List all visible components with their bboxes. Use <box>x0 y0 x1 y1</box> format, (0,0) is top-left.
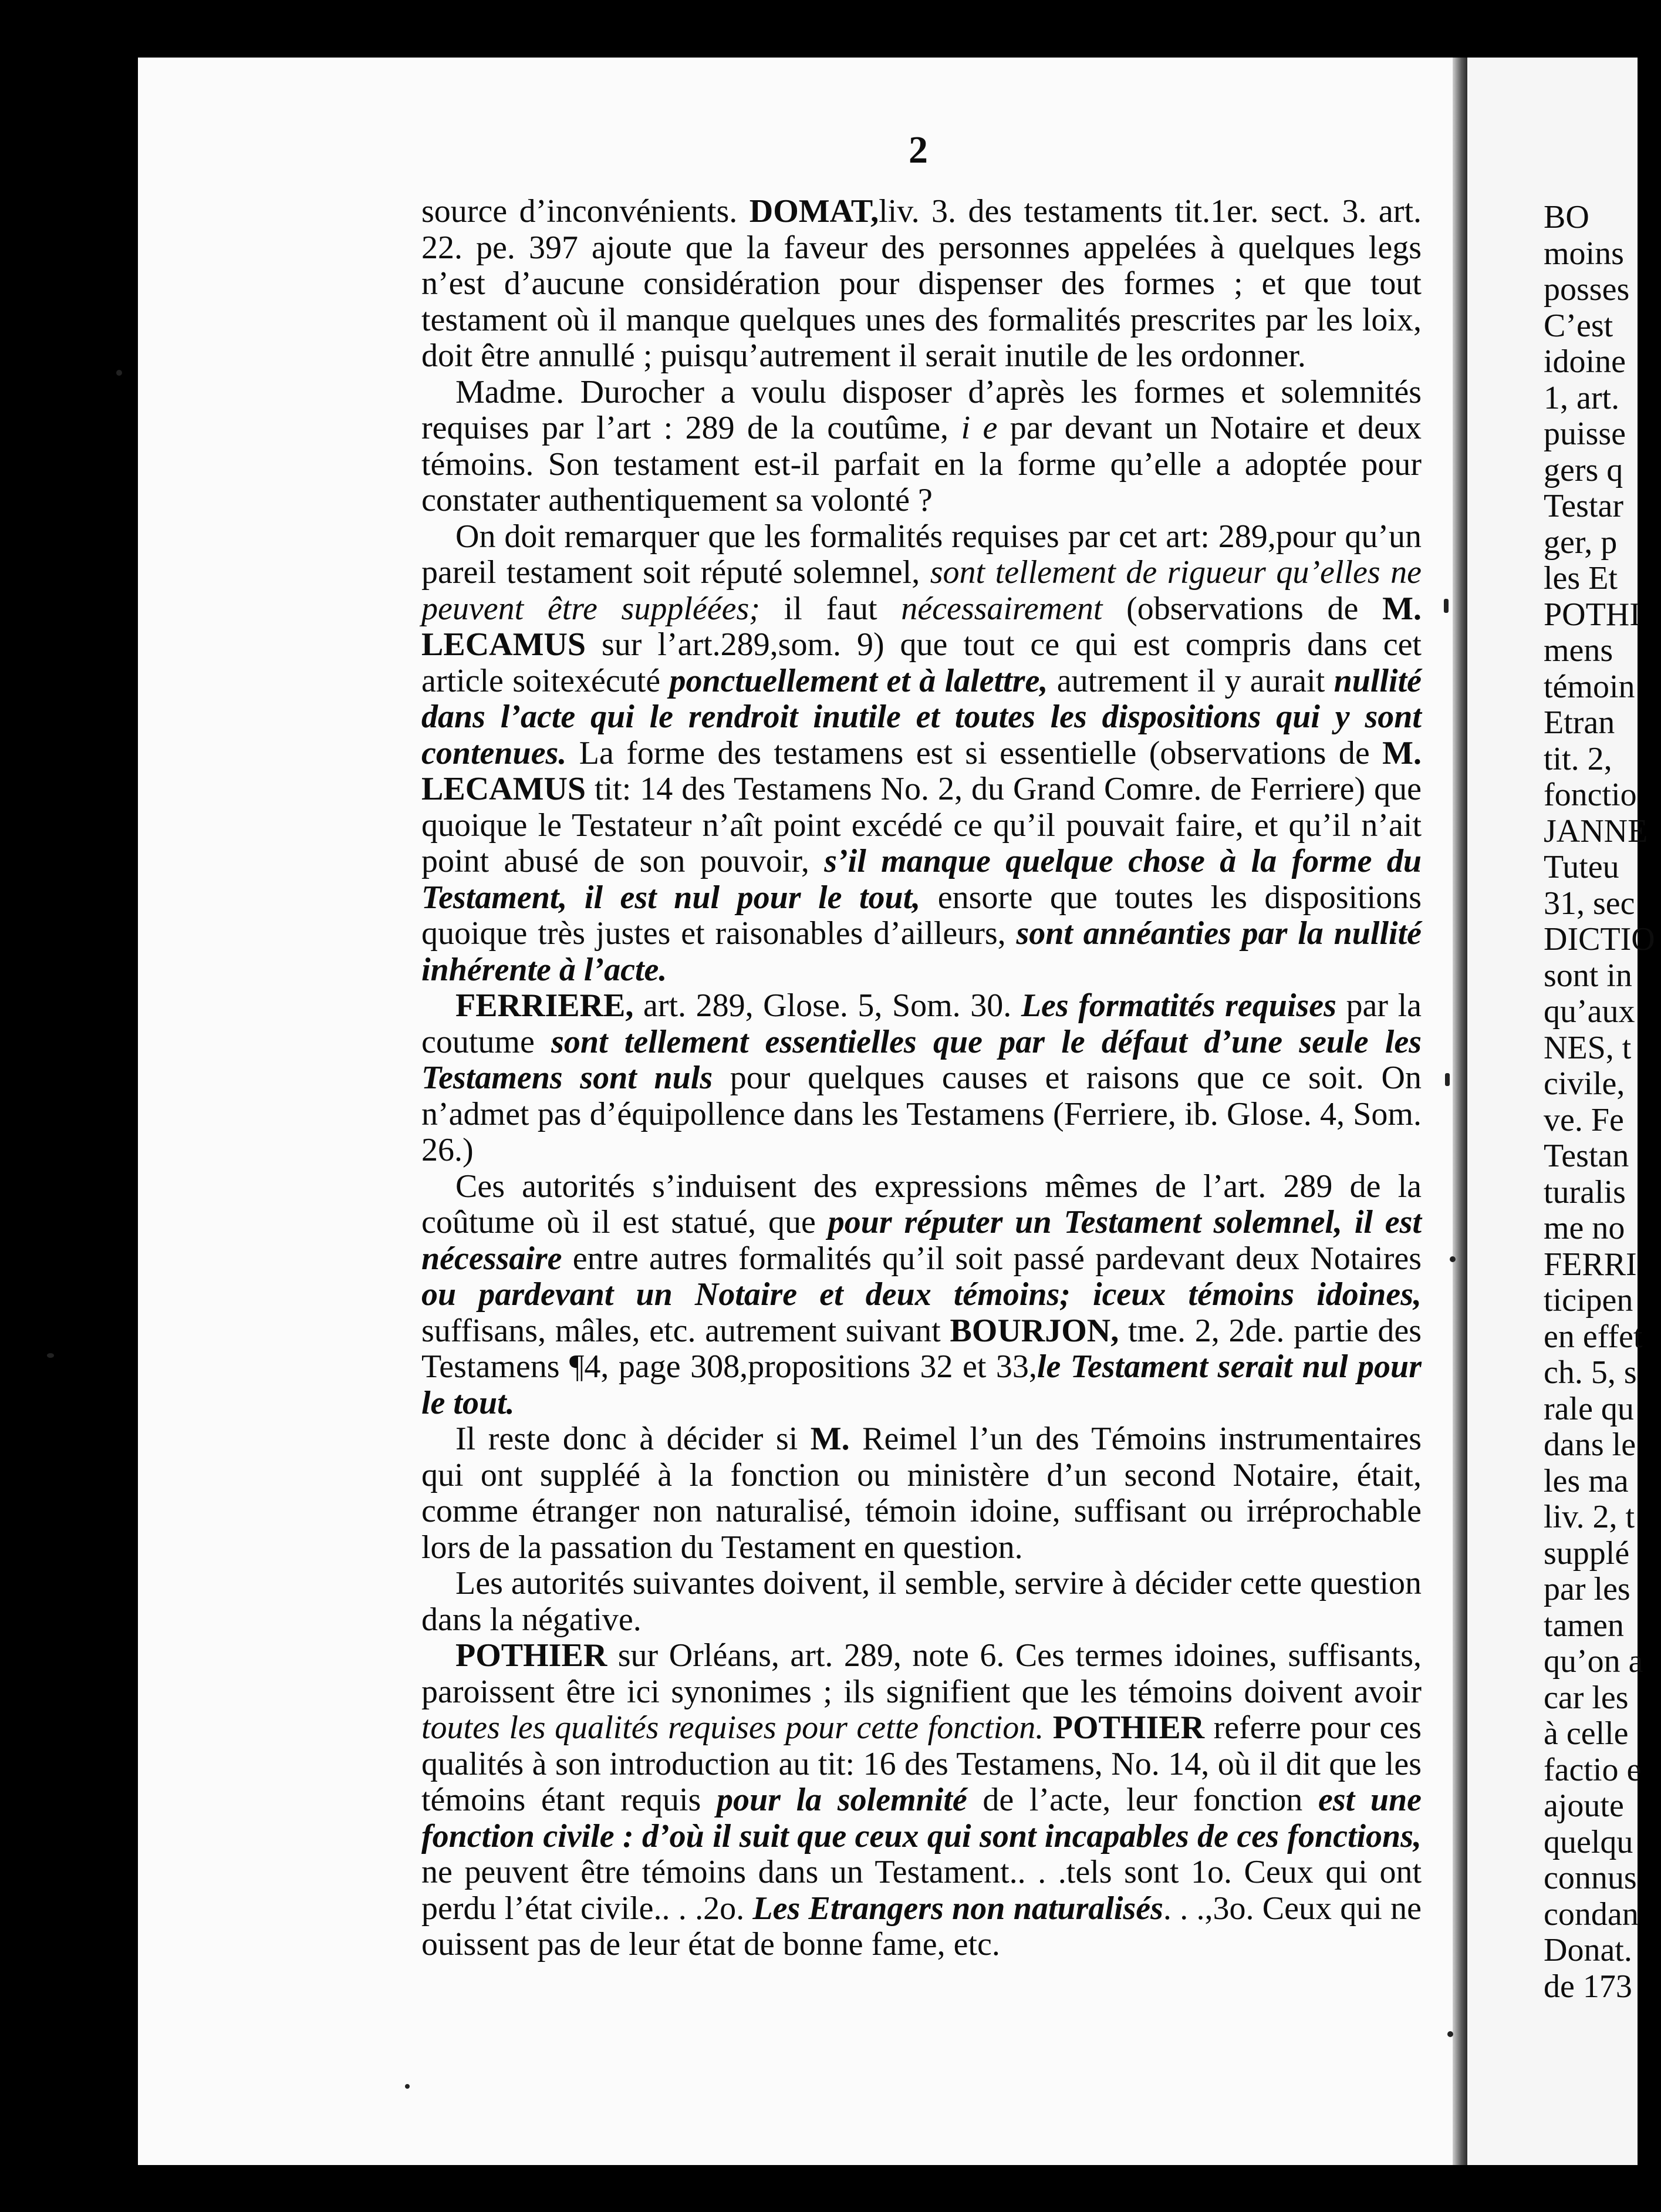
paragraph: Madme. Durocher a voulu disposer d’après les formes et solemnités requises par l’art : 289 de la coutûme, i e par devant un Notaire et deux témoins. Son testament est-il parfait en la forme qu’elle a adoptée pour constater authentiquement sa volonté ? <box>421 373 1422 518</box>
right-page-line: supplé <box>1544 1535 1630 1572</box>
right-page-line: posses <box>1544 271 1630 308</box>
right-page-line: car les <box>1544 1679 1629 1716</box>
right-page-line: POTHI <box>1544 596 1640 633</box>
scan-speck <box>1447 2031 1453 2037</box>
right-page-line: les ma <box>1544 1462 1629 1499</box>
right-page-line: quelqu <box>1544 1823 1633 1860</box>
right-page-line: factio e <box>1544 1751 1642 1788</box>
right-page-line: connus <box>1544 1860 1637 1896</box>
right-page-line: les Et <box>1544 560 1618 596</box>
right-page-line: tit. 2, <box>1544 740 1612 777</box>
paragraph: source d’inconvénients. DOMAT,liv. 3. des testaments tit.1er. sect. 3. art. 22. pe. 397 ajoute que la faveur des personnes appelées à quelques legs n’est d’aucune considération pour dispenser des formes ; et que tout testament où il manque quelques unes des formalités prescrites par les loix, doit être annullé ; puisqu’autrement il serait inutile de les ordonner. <box>421 193 1422 374</box>
right-page-line: puisse <box>1544 416 1626 452</box>
right-page-line: Testan <box>1544 1138 1629 1174</box>
right-page-line: tamen <box>1544 1607 1624 1644</box>
scan-speck <box>1444 599 1449 613</box>
scan-speck <box>1445 1073 1450 1086</box>
right-page-line: idoine <box>1544 343 1626 380</box>
right-page-line: ticipen <box>1544 1282 1633 1319</box>
scan-speck <box>47 1353 54 1358</box>
right-page-line: BO <box>1544 199 1589 235</box>
scan-speck <box>405 2084 410 2089</box>
scan-speck <box>116 370 122 376</box>
right-page-line: turalis <box>1544 1174 1626 1210</box>
page-number: 2 <box>909 129 928 171</box>
right-page-line: ajoute <box>1544 1788 1624 1824</box>
scan-speck <box>1450 1256 1456 1262</box>
right-page-line: témoin <box>1544 668 1635 705</box>
right-page-line: mens <box>1544 632 1613 669</box>
right-page-line: en effet <box>1544 1318 1643 1355</box>
paragraph: Les autorités suivantes doivent, il semble, servire à décider cette question dans la négative. <box>421 1565 1422 1638</box>
right-page-line: civile, <box>1544 1065 1625 1102</box>
paragraph: On doit remarquer que les formalités requises par cet art: 289,pour qu’un pareil testament soit réputé solemnel, sont tellement de rigueur qu’elles ne peuvent être suppléées; il faut nécessairement (observations de M. LECAMUS sur l’art.289,som. 9) que tout ce qui est compris dans cet article soitexécuté ponctuellement et à lalettre, autrement il y aurait nullité dans l’acte qui le rendroit inutile et toutes les dispositions qui y sont contenues. La forme des testamens est si essentielle (observations de M. LECAMUS tit: 14 des Testamens No. 2, du Grand Comre. de Ferriere) que quoique le Testateur n’aît point excédé ce qu’il pouvait faire, et qu’il n’ait point abusé de son pouvoir, s’il manque quelque chose à la forme du Testament, il est nul pour le tout, ensorte que toutes les dispositions quoique très justes et raisonables d’ailleurs, sont annéanties par la nullité inhérente à l’acte. <box>421 518 1422 988</box>
right-page-line: liv. 2, t <box>1544 1499 1635 1535</box>
right-page-line: ve. Fe <box>1544 1101 1624 1138</box>
paragraph: Il reste donc à décider si M. Reimel l’un des Témoins instrumentaires qui ont suppléé à la fonction ou ministère d’un second Notaire, était, comme étranger non naturalisé, témoin idoine, suffisant ou irréprochable lors de la passation du Testament en question. <box>421 1421 1422 1566</box>
right-page-line: fonctio <box>1544 777 1637 813</box>
body-text <box>421 194 1422 1963</box>
right-page-line: 1, art. <box>1544 379 1620 416</box>
right-page-line: moins <box>1544 235 1624 272</box>
right-page-line: Tuteu <box>1544 849 1619 885</box>
right-page-line: rale qu <box>1544 1390 1634 1427</box>
right-page-line: me no <box>1544 1210 1625 1246</box>
right-page-line: ch. 5, s <box>1544 1354 1637 1391</box>
right-page-line: C’est <box>1544 307 1613 344</box>
right-page-line: dans le <box>1544 1427 1636 1463</box>
right-page-fragments <box>1544 200 1661 2005</box>
right-page-line: Donat. <box>1544 1932 1632 1968</box>
right-page-line: de 173 <box>1544 1968 1632 2005</box>
right-page-line: sont in <box>1544 957 1632 994</box>
paragraph: POTHIER sur Orléans, art. 289, note 6. Ces termes idoines, suffisants, paroissent être ici synonimes ; ils signifient que les témoins doivent avoir toutes les qualités requises pour cette fonction. POTHIER referre pour ces qualités à son introduction au tit: 16 des Testamens, No. 14, où il dit que les témoins étant requis pour la solemnité de l’acte, leur fonction est une fonction civile : d’où il suit que ceux qui sont incapables de ces fonctions, ne peuvent être témoins dans un Testament.. . .tels sont 1o. Ceux qui ont perdu l’état civile.. . .2o. Les Etrangers non naturalisés. . .,3o. Ceux qui ne ouissent pas de leur état de bonne fame, etc. <box>421 1637 1422 1963</box>
page-gutter <box>1453 58 1467 2165</box>
right-page-line: 31, sec <box>1544 885 1635 922</box>
right-page-line: condan <box>1544 1896 1639 1933</box>
right-page-line: qu’aux <box>1544 993 1635 1030</box>
right-page-line: JANNE <box>1544 812 1648 849</box>
right-page-line: FERRI <box>1544 1246 1637 1283</box>
paragraph: Ces autorités s’induisent des expressions mêmes de l’art. 289 de la coûtume où il est statué, que pour réputer un Testament solemnel, il est nécessaire entre autres formalités qu’il soit passé pardevant deux Notaires ou pardevant un Notaire et deux témoins; iceux témoins idoines, suffisans, mâles, etc. autrement suivant BOURJON, tme. 2, 2de. partie des Testamens ¶4, page 308,propositions 32 et 33,le Testament serait nul pour le tout. <box>421 1168 1422 1421</box>
right-page-line: DICTIO <box>1544 921 1655 957</box>
right-page-line: qu’on a <box>1544 1643 1643 1680</box>
paragraph: FERRIERE, art. 289, Glose. 5, Som. 30. Les formatités requises par la coutume sont tellement essentielles que par le défaut d’une seule les Testamens sont nuls pour quelques causes et raisons que ce soit. On n’admet pas d’équipollence dans les Testamens (Ferriere, ib. Glose. 4, Som. 26.) <box>421 987 1422 1168</box>
right-page-line: par les <box>1544 1571 1630 1607</box>
right-page-line: NES, t <box>1544 1029 1632 1066</box>
right-page-line: Etran <box>1544 704 1615 741</box>
right-page-line: ger, p <box>1544 524 1618 561</box>
right-page-line: Testar <box>1544 488 1624 524</box>
right-page-line: gers q <box>1544 451 1623 488</box>
right-page-line: à celle <box>1544 1715 1629 1752</box>
